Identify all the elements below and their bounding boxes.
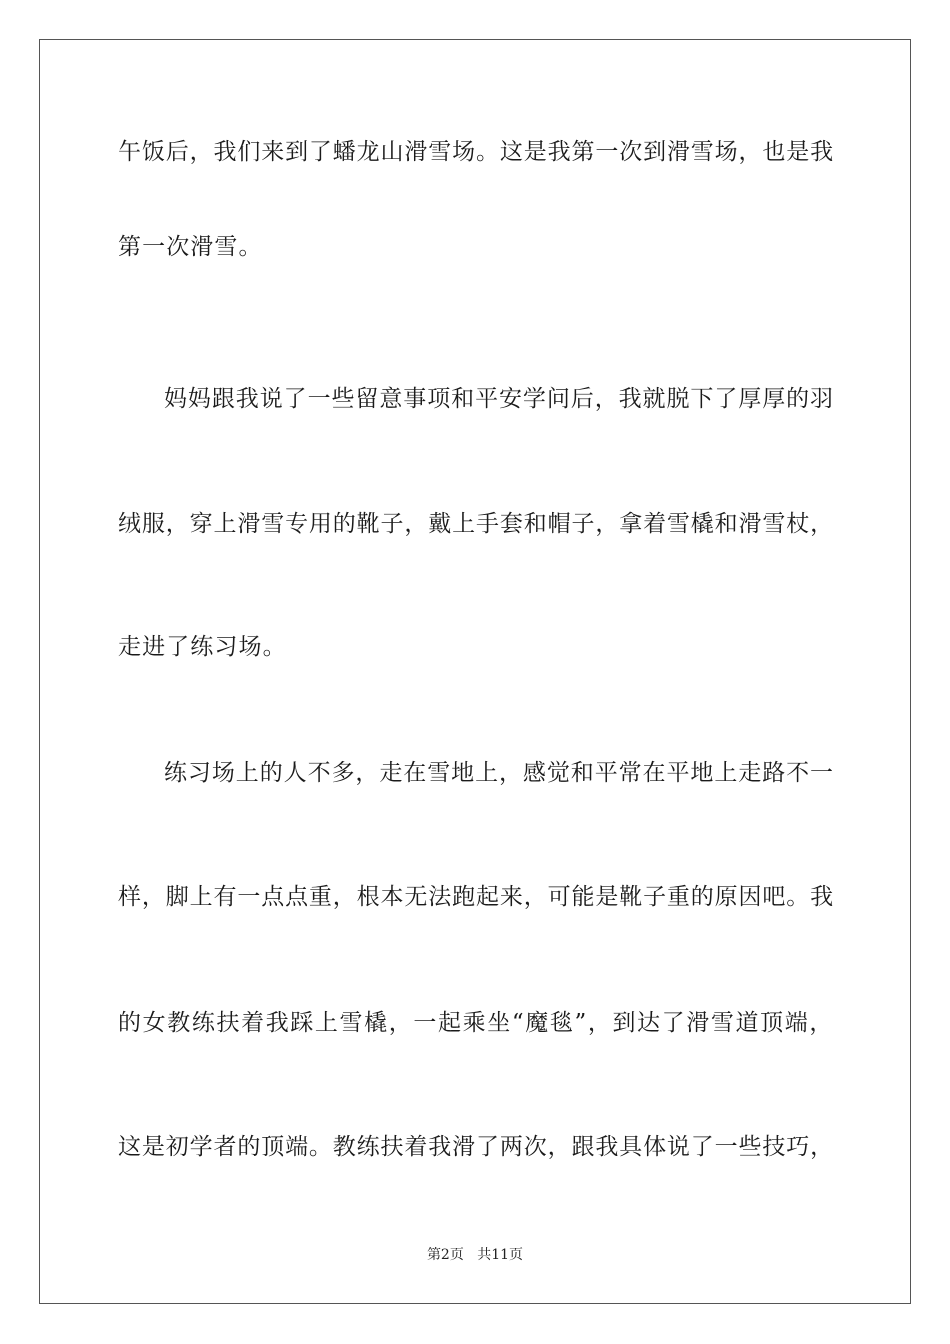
text-line-4: 绒服，穿上滑雪专用的靴子，戴上手套和帽子，拿着雪橇和滑雪杖， xyxy=(118,511,834,537)
page-total: 共11页 xyxy=(477,1247,524,1263)
page-footer xyxy=(0,1245,950,1265)
text-line-6: 练习场上的人不多，走在雪地上，感觉和平常在平地上走路不一 xyxy=(164,760,834,786)
text-line-8: 的女教练扶着我踩上雪橇，一起乘坐“魔毯”，到达了滑雪道顶端， xyxy=(118,1010,834,1036)
text-line-7: 样，脚上有一点点重，根本无法跑起来，可能是靴子重的原因吧。我 xyxy=(118,884,834,910)
text-line-5: 走进了练习场。 xyxy=(118,634,287,660)
text-line-3: 妈妈跟我说了一些留意事项和平安学问后，我就脱下了厚厚的羽 xyxy=(164,386,834,412)
page-border xyxy=(39,39,911,1304)
text-line-2: 第一次滑雪。 xyxy=(118,234,263,260)
page-number: 第2页 xyxy=(426,1247,464,1263)
text-line-9: 这是初学者的顶端。教练扶着我滑了两次，跟我具体说了一些技巧， xyxy=(118,1134,834,1160)
text-line-1: 午饭后，我们来到了蟠龙山滑雪场。这是我第一次到滑雪场，也是我 xyxy=(118,139,834,165)
